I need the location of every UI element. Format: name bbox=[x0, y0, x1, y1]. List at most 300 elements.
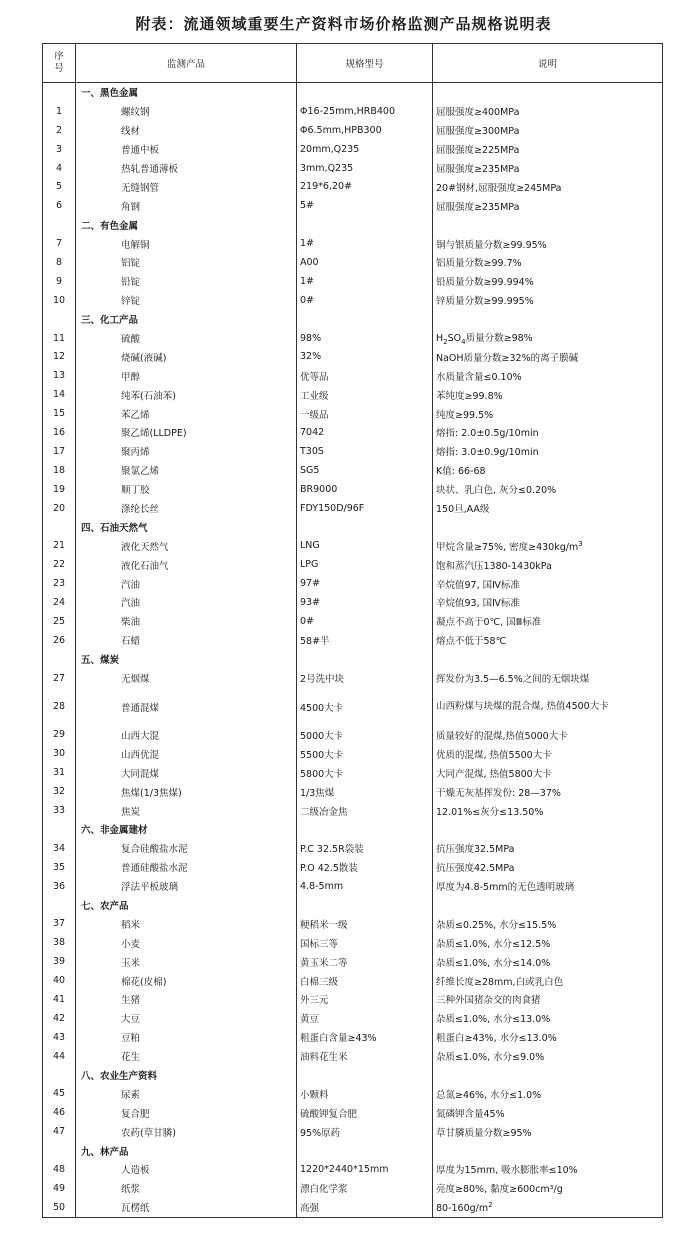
table-header-row bbox=[43, 44, 663, 83]
product-desc: K值: 66-68 bbox=[433, 461, 663, 480]
product-spec: 高强 bbox=[297, 1198, 433, 1217]
header-seq-label bbox=[54, 51, 64, 74]
row-number: 23 bbox=[43, 574, 76, 593]
document-title: 附表：流通领域重要生产资料市场价格监测产品规格说明表 bbox=[135, 15, 552, 33]
table-row bbox=[43, 253, 663, 272]
table-row bbox=[43, 1047, 663, 1066]
table-row bbox=[43, 1160, 663, 1179]
category-spec-cell bbox=[297, 650, 433, 669]
row-number: 4 bbox=[43, 159, 76, 178]
product-desc: 三种外国猪杂交的肉食猪 bbox=[433, 990, 663, 1009]
table-row bbox=[43, 669, 663, 688]
product-name: 聚乙烯(LLDPE) bbox=[76, 423, 297, 442]
category-desc-cell bbox=[433, 83, 663, 102]
category-spec-cell bbox=[297, 83, 433, 102]
row-number: 45 bbox=[43, 1084, 76, 1103]
desc-part: 甲烷含量≥75%, 密度≥430kg/m bbox=[436, 541, 579, 553]
product-spec: 4500大卡 bbox=[297, 688, 433, 726]
product-name: 浮法平板玻璃 bbox=[76, 877, 297, 896]
product-spec: 95%原药 bbox=[297, 1122, 433, 1141]
category-row bbox=[43, 820, 663, 839]
row-number: 40 bbox=[43, 971, 76, 990]
product-spec: 白棉三级 bbox=[297, 971, 433, 990]
product-desc: 铝质量分数≥99.7% bbox=[433, 253, 663, 272]
table-row bbox=[43, 536, 663, 555]
product-spec: BR9000 bbox=[297, 480, 433, 499]
row-number: 47 bbox=[43, 1122, 76, 1141]
product-desc: 杂质≤1.0%, 水分≤9.0% bbox=[433, 1047, 663, 1066]
product-spec: 0# bbox=[297, 291, 433, 310]
product-spec: 2号洗中块 bbox=[297, 669, 433, 688]
product-desc: 屈服强度≥400MPa bbox=[433, 102, 663, 121]
row-number: 39 bbox=[43, 952, 76, 971]
product-desc: 饱和蒸汽压1380-1430kPa bbox=[433, 555, 663, 574]
product-spec: 漂白化学浆 bbox=[297, 1179, 433, 1198]
category-number-cell bbox=[43, 215, 76, 234]
table-row bbox=[43, 555, 663, 574]
product-spec: 外三元 bbox=[297, 990, 433, 1009]
product-name: 玉米 bbox=[76, 952, 297, 971]
row-number: 37 bbox=[43, 914, 76, 933]
category-row bbox=[43, 650, 663, 669]
product-name: 热轧普通薄板 bbox=[76, 159, 297, 178]
category-number-cell bbox=[43, 83, 76, 102]
product-name: 焦炭 bbox=[76, 801, 297, 820]
desc-part: 质量分数≥98% bbox=[465, 333, 533, 345]
category-spec-cell bbox=[297, 310, 433, 329]
table-row bbox=[43, 631, 663, 650]
category-number-cell bbox=[43, 650, 76, 669]
product-name: 无烟煤 bbox=[76, 669, 297, 688]
product-name: 稻米 bbox=[76, 914, 297, 933]
category-spec-cell bbox=[297, 1066, 433, 1085]
table-row bbox=[43, 914, 663, 933]
row-number: 43 bbox=[43, 1028, 76, 1047]
category-name: 九、林产品 bbox=[76, 1141, 297, 1160]
desc-subscript: 2 bbox=[443, 337, 448, 346]
product-name: 纸浆 bbox=[76, 1179, 297, 1198]
table-row bbox=[43, 574, 663, 593]
table-row bbox=[43, 782, 663, 801]
product-desc: 辛烷值93, 国Ⅳ标准 bbox=[433, 593, 663, 612]
category-spec-cell bbox=[297, 215, 433, 234]
category-row bbox=[43, 896, 663, 915]
header-desc: 说明 bbox=[433, 44, 663, 83]
category-spec-cell bbox=[297, 820, 433, 839]
product-desc: 熔指: 3.0±0.9g/10min bbox=[433, 442, 663, 461]
desc-subscript: 4 bbox=[461, 337, 466, 346]
category-row bbox=[43, 83, 663, 102]
category-name: 七、农产品 bbox=[76, 896, 297, 915]
table-row bbox=[43, 1103, 663, 1122]
product-spec: 3mm,Q235 bbox=[297, 159, 433, 178]
product-spec: 93# bbox=[297, 593, 433, 612]
product-name: 生猪 bbox=[76, 990, 297, 1009]
table-row bbox=[43, 933, 663, 952]
product-spec: 黄豆 bbox=[297, 1009, 433, 1028]
product-spec: 5500大卡 bbox=[297, 744, 433, 763]
category-name: 六、非金属建材 bbox=[76, 820, 297, 839]
category-desc-cell bbox=[433, 215, 663, 234]
row-number: 42 bbox=[43, 1009, 76, 1028]
category-number-cell bbox=[43, 1141, 76, 1160]
product-spec: LPG bbox=[297, 555, 433, 574]
row-number: 22 bbox=[43, 555, 76, 574]
header-seq-char: 号 bbox=[54, 63, 64, 74]
table-row bbox=[43, 234, 663, 253]
category-desc-cell bbox=[433, 517, 663, 536]
desc-superscript: 3 bbox=[578, 539, 583, 548]
desc-part: SO bbox=[447, 333, 462, 345]
product-desc: 厚度为15mm, 吸水膨胀率≤10% bbox=[433, 1160, 663, 1179]
row-number: 34 bbox=[43, 839, 76, 858]
product-name: 线材 bbox=[76, 121, 297, 140]
row-number: 11 bbox=[43, 329, 76, 348]
product-name: 人造板 bbox=[76, 1160, 297, 1179]
category-name: 四、石油天然气 bbox=[76, 517, 297, 536]
row-number: 13 bbox=[43, 366, 76, 385]
row-number: 8 bbox=[43, 253, 76, 272]
category-spec-cell bbox=[297, 517, 433, 536]
table-row bbox=[43, 461, 663, 480]
table-row bbox=[43, 763, 663, 782]
row-number: 21 bbox=[43, 536, 76, 555]
row-number: 29 bbox=[43, 726, 76, 745]
category-desc-cell bbox=[433, 1141, 663, 1160]
category-desc-cell bbox=[433, 1066, 663, 1085]
table-row bbox=[43, 593, 663, 612]
table-row bbox=[43, 140, 663, 159]
product-spec: 硫酸钾复合肥 bbox=[297, 1103, 433, 1122]
product-desc: 总氮≥46%, 水分≤1.0% bbox=[433, 1084, 663, 1103]
product-desc: 纤维长度≥28mm,白或乳白色 bbox=[433, 971, 663, 990]
table-row bbox=[43, 726, 663, 745]
row-number: 49 bbox=[43, 1179, 76, 1198]
product-name: 石蜡 bbox=[76, 631, 297, 650]
product-spec: 219*6,20# bbox=[297, 177, 433, 196]
product-name: 铅锭 bbox=[76, 272, 297, 291]
product-desc: 辛烷值97, 国Ⅳ标准 bbox=[433, 574, 663, 593]
table-row bbox=[43, 971, 663, 990]
product-desc: 水质量含量≤0.10% bbox=[433, 366, 663, 385]
product-spec: LNG bbox=[297, 536, 433, 555]
product-desc: 150旦,AA级 bbox=[433, 499, 663, 518]
category-number-cell bbox=[43, 517, 76, 536]
desc-part: H bbox=[436, 333, 444, 345]
table-row bbox=[43, 480, 663, 499]
product-spec: 58#半 bbox=[297, 631, 433, 650]
row-number: 5 bbox=[43, 177, 76, 196]
table-row bbox=[43, 1028, 663, 1047]
table-row bbox=[43, 877, 663, 896]
table-row bbox=[43, 1084, 663, 1103]
product-desc: 块状、乳白色, 灰分≤0.20% bbox=[433, 480, 663, 499]
table-row bbox=[43, 366, 663, 385]
category-name: 二、有色金属 bbox=[76, 215, 297, 234]
category-number-cell bbox=[43, 310, 76, 329]
product-desc: NaOH质量分数≥32%的离子膜碱 bbox=[433, 347, 663, 366]
product-name: 普通硅酸盐水泥 bbox=[76, 858, 297, 877]
product-name: 甲醇 bbox=[76, 366, 297, 385]
category-name: 五、煤炭 bbox=[76, 650, 297, 669]
product-desc: 大同产混煤, 热值5800大卡 bbox=[433, 763, 663, 782]
table-row bbox=[43, 1122, 663, 1141]
row-number: 28 bbox=[43, 688, 76, 726]
product-desc: 干燥无灰基挥发份: 28—37% bbox=[433, 782, 663, 801]
category-spec-cell bbox=[297, 1141, 433, 1160]
table-row bbox=[43, 291, 663, 310]
product-desc: 20#钢材,屈服强度≥245MPa bbox=[433, 177, 663, 196]
product-desc: 屈服强度≥235MPa bbox=[433, 196, 663, 215]
product-spec: 5# bbox=[297, 196, 433, 215]
product-name: 锌锭 bbox=[76, 291, 297, 310]
header-seq-char: 序 bbox=[54, 51, 64, 62]
product-desc: 杂质≤1.0%, 水分≤14.0% bbox=[433, 952, 663, 971]
product-spec: Φ6.5mm,HPB300 bbox=[297, 121, 433, 140]
product-name: 汽油 bbox=[76, 593, 297, 612]
product-desc: 氮磷钾含量45% bbox=[433, 1103, 663, 1122]
product-name: 小麦 bbox=[76, 933, 297, 952]
product-desc: 12.01%≤灰分≤13.50% bbox=[433, 801, 663, 820]
row-number: 25 bbox=[43, 612, 76, 631]
product-name: 苯乙烯 bbox=[76, 404, 297, 423]
product-desc: 粗蛋白≥43%, 水分≤13.0% bbox=[433, 1028, 663, 1047]
product-desc: 苯纯度≥99.8% bbox=[433, 385, 663, 404]
row-number: 1 bbox=[43, 102, 76, 121]
category-row bbox=[43, 215, 663, 234]
product-desc: 质量较好的混煤,热值5000大卡 bbox=[433, 726, 663, 745]
product-name: 硫酸 bbox=[76, 329, 297, 348]
product-spec: 一级品 bbox=[297, 404, 433, 423]
product-name: 焦煤(1/3焦煤) bbox=[76, 782, 297, 801]
product-name: 涤纶长丝 bbox=[76, 499, 297, 518]
row-number: 35 bbox=[43, 858, 76, 877]
product-name: 汽油 bbox=[76, 574, 297, 593]
product-name: 角钢 bbox=[76, 196, 297, 215]
row-number: 6 bbox=[43, 196, 76, 215]
category-row bbox=[43, 517, 663, 536]
product-name: 棉花(皮棉) bbox=[76, 971, 297, 990]
row-number: 30 bbox=[43, 744, 76, 763]
category-desc-cell bbox=[433, 310, 663, 329]
category-row bbox=[43, 310, 663, 329]
product-desc: 草甘膦质量分数≥95% bbox=[433, 1122, 663, 1141]
product-desc: 挥发份为3.5—6.5%之间的无烟块煤 bbox=[433, 669, 663, 688]
category-name: 八、农业生产资料 bbox=[76, 1066, 297, 1085]
table-row bbox=[43, 385, 663, 404]
product-name: 复合硅酸盐水泥 bbox=[76, 839, 297, 858]
table-row bbox=[43, 404, 663, 423]
product-spec: 20mm,Q235 bbox=[297, 140, 433, 159]
product-spec: 工业级 bbox=[297, 385, 433, 404]
row-number: 38 bbox=[43, 933, 76, 952]
product-desc: 凝点不高于0℃, 国Ⅲ标准 bbox=[433, 612, 663, 631]
row-number: 32 bbox=[43, 782, 76, 801]
product-name: 液化天然气 bbox=[76, 536, 297, 555]
row-number: 2 bbox=[43, 121, 76, 140]
product-spec: 二级冶金焦 bbox=[297, 801, 433, 820]
product-name: 花生 bbox=[76, 1047, 297, 1066]
row-number: 20 bbox=[43, 499, 76, 518]
product-desc: 杂质≤1.0%, 水分≤12.5% bbox=[433, 933, 663, 952]
row-number: 24 bbox=[43, 593, 76, 612]
product-spec: P.C 32.5R袋装 bbox=[297, 839, 433, 858]
product-spec: 油料花生米 bbox=[297, 1047, 433, 1066]
desc-superscript: 2 bbox=[488, 1200, 493, 1209]
table-row bbox=[43, 688, 663, 726]
row-number: 9 bbox=[43, 272, 76, 291]
product-desc: 屈服强度≥235MPa bbox=[433, 159, 663, 178]
product-spec: 32% bbox=[297, 347, 433, 366]
category-row bbox=[43, 1141, 663, 1160]
product-spec: 97# bbox=[297, 574, 433, 593]
product-name: 无缝钢管 bbox=[76, 177, 297, 196]
table-row bbox=[43, 1009, 663, 1028]
product-spec: FDY150D/96F bbox=[297, 499, 433, 518]
product-spec: 5800大卡 bbox=[297, 763, 433, 782]
table-row bbox=[43, 177, 663, 196]
row-number: 3 bbox=[43, 140, 76, 159]
row-number: 17 bbox=[43, 442, 76, 461]
row-number: 14 bbox=[43, 385, 76, 404]
product-name: 顺丁胶 bbox=[76, 480, 297, 499]
product-desc bbox=[433, 536, 663, 555]
table-row bbox=[43, 1179, 663, 1198]
table-row bbox=[43, 1198, 663, 1217]
product-spec: 1# bbox=[297, 272, 433, 291]
spec-table bbox=[42, 43, 663, 1218]
product-name: 瓦楞纸 bbox=[76, 1198, 297, 1217]
table-row bbox=[43, 196, 663, 215]
product-spec: 1220*2440*15mm bbox=[297, 1160, 433, 1179]
product-spec: 小颗料 bbox=[297, 1084, 433, 1103]
table-row bbox=[43, 839, 663, 858]
table-row bbox=[43, 499, 663, 518]
product-spec: SG5 bbox=[297, 461, 433, 480]
product-spec: 1# bbox=[297, 234, 433, 253]
product-desc: 抗压强度32.5MPa bbox=[433, 839, 663, 858]
product-spec: 98% bbox=[297, 329, 433, 348]
product-desc: 山西粉煤与块煤的混合煤, 热值4500大卡 bbox=[433, 688, 663, 726]
product-spec: 0# bbox=[297, 612, 433, 631]
table-row bbox=[43, 102, 663, 121]
product-name: 螺纹钢 bbox=[76, 102, 297, 121]
product-name: 大同混煤 bbox=[76, 763, 297, 782]
table-row bbox=[43, 272, 663, 291]
row-number: 19 bbox=[43, 480, 76, 499]
row-number: 7 bbox=[43, 234, 76, 253]
product-desc: 铅质量分数≥99.994% bbox=[433, 272, 663, 291]
category-spec-cell bbox=[297, 896, 433, 915]
row-number: 50 bbox=[43, 1198, 76, 1217]
product-spec: Φ16-25mm,HRB400 bbox=[297, 102, 433, 121]
product-desc: 熔指: 2.0±0.5g/10min bbox=[433, 423, 663, 442]
table-row bbox=[43, 442, 663, 461]
category-row bbox=[43, 1066, 663, 1085]
row-number: 15 bbox=[43, 404, 76, 423]
row-number: 44 bbox=[43, 1047, 76, 1066]
product-name: 聚丙烯 bbox=[76, 442, 297, 461]
product-desc: 锌质量分数≥99.995% bbox=[433, 291, 663, 310]
product-name: 液化石油气 bbox=[76, 555, 297, 574]
row-number: 16 bbox=[43, 423, 76, 442]
header-product: 监测产品 bbox=[76, 44, 297, 83]
row-number: 33 bbox=[43, 801, 76, 820]
table-row bbox=[43, 159, 663, 178]
product-spec: 7042 bbox=[297, 423, 433, 442]
product-spec: P.O 42.5散装 bbox=[297, 858, 433, 877]
product-desc: 抗压强度42.5MPa bbox=[433, 858, 663, 877]
row-number: 10 bbox=[43, 291, 76, 310]
product-desc: 杂质≤1.0%, 水分≤13.0% bbox=[433, 1009, 663, 1028]
table-row bbox=[43, 952, 663, 971]
row-number: 46 bbox=[43, 1103, 76, 1122]
table-row bbox=[43, 858, 663, 877]
product-spec: 国标三等 bbox=[297, 933, 433, 952]
table-row bbox=[43, 744, 663, 763]
table-row bbox=[43, 121, 663, 140]
desc-part: 80-160g/m bbox=[436, 1202, 489, 1214]
product-desc: 优质的混煤, 热值5500大卡 bbox=[433, 744, 663, 763]
product-name: 山西优混 bbox=[76, 744, 297, 763]
product-spec: 1/3焦煤 bbox=[297, 782, 433, 801]
row-number: 18 bbox=[43, 461, 76, 480]
header-seq bbox=[43, 44, 76, 83]
product-name: 尿素 bbox=[76, 1084, 297, 1103]
row-number: 31 bbox=[43, 763, 76, 782]
product-desc bbox=[433, 329, 663, 348]
row-number: 12 bbox=[43, 347, 76, 366]
product-name: 电解铜 bbox=[76, 234, 297, 253]
product-name: 烧碱(液碱) bbox=[76, 347, 297, 366]
product-desc bbox=[433, 1198, 663, 1217]
row-number: 27 bbox=[43, 669, 76, 688]
product-name: 纯苯(石油苯) bbox=[76, 385, 297, 404]
product-spec: 粳稻米一级 bbox=[297, 914, 433, 933]
category-name: 一、黑色金属 bbox=[76, 83, 297, 102]
product-desc: 屈服强度≥225MPa bbox=[433, 140, 663, 159]
product-desc: 铜与银质量分数≥99.95% bbox=[433, 234, 663, 253]
category-number-cell bbox=[43, 820, 76, 839]
product-name: 复合肥 bbox=[76, 1103, 297, 1122]
product-spec: 4.8-5mm bbox=[297, 877, 433, 896]
product-name: 普通混煤 bbox=[76, 688, 297, 726]
product-name: 大豆 bbox=[76, 1009, 297, 1028]
product-spec: T30S bbox=[297, 442, 433, 461]
category-name: 三、化工产品 bbox=[76, 310, 297, 329]
product-desc: 熔点不低于58℃ bbox=[433, 631, 663, 650]
product-desc: 亮度≥80%, 黏度≥600cm³/g bbox=[433, 1179, 663, 1198]
product-name: 农药(草甘膦) bbox=[76, 1122, 297, 1141]
row-number: 26 bbox=[43, 631, 76, 650]
table-row bbox=[43, 990, 663, 1009]
product-desc: 厚度为4.8-5mm的无色透明玻璃 bbox=[433, 877, 663, 896]
product-desc: 屈服强度≥300MPa bbox=[433, 121, 663, 140]
table-row bbox=[43, 423, 663, 442]
product-spec: 5000大卡 bbox=[297, 726, 433, 745]
product-name: 柴油 bbox=[76, 612, 297, 631]
table-row bbox=[43, 801, 663, 820]
header-spec: 规格型号 bbox=[297, 44, 433, 83]
product-spec: 粗蛋白含量≥43% bbox=[297, 1028, 433, 1047]
row-number: 48 bbox=[43, 1160, 76, 1179]
product-spec: A00 bbox=[297, 253, 433, 272]
product-name: 聚氯乙烯 bbox=[76, 461, 297, 480]
product-spec: 优等品 bbox=[297, 366, 433, 385]
category-number-cell bbox=[43, 896, 76, 915]
row-number: 36 bbox=[43, 877, 76, 896]
product-desc: 杂质≤0.25%, 水分≤15.5% bbox=[433, 914, 663, 933]
